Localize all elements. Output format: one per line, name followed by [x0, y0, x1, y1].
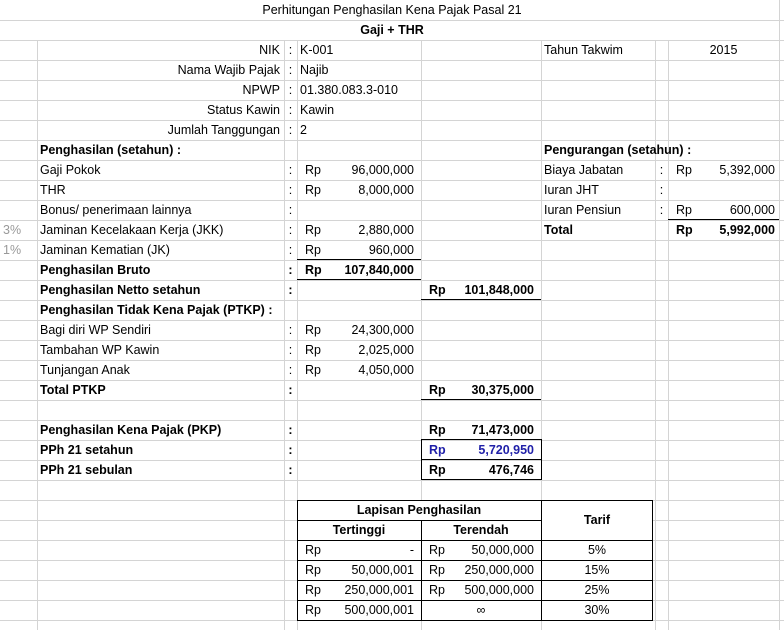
biaya-jabatan-label: Biaya Jabatan — [544, 163, 624, 177]
iuran-jht-label: Iuran JHT — [544, 183, 599, 197]
bracket-tarif: 15% — [584, 563, 610, 577]
bracket-terendah: 50,000,000 — [471, 543, 534, 557]
bracket-border — [297, 620, 653, 621]
currency: Rp — [429, 563, 445, 577]
deductions-total-label: Total — [544, 223, 573, 237]
currency: Rp — [305, 543, 321, 557]
tanggungan-value: 2 — [300, 123, 307, 137]
pkp-label: Penghasilan Kena Pajak (PKP) — [40, 423, 222, 437]
colon: : — [288, 43, 293, 57]
npwp-label: NPWP — [242, 83, 280, 97]
sheet-title: Perhitungan Penghasilan Kena Pajak Pasal 21 — [262, 3, 522, 17]
colon: : — [288, 163, 293, 177]
deductions-total-value: 5,992,000 — [719, 223, 775, 237]
iuran-pensiun-label: Iuran Pensiun — [544, 203, 622, 217]
currency: Rp — [676, 163, 692, 177]
bracket-header-tertinggi: Tertinggi — [332, 523, 386, 537]
colon: : — [288, 183, 293, 197]
pph-box-border — [421, 479, 541, 480]
colon: : — [288, 243, 293, 257]
currency: Rp — [305, 603, 321, 617]
currency: Rp — [305, 323, 321, 337]
bracket-border — [421, 520, 422, 621]
gridline — [0, 480, 784, 481]
colon: : — [288, 63, 293, 77]
bracket-border — [297, 500, 653, 501]
sum-underline — [668, 219, 779, 220]
tanggungan-label: Jumlah Tanggungan — [167, 123, 280, 137]
currency: Rp — [676, 203, 692, 217]
bracket-border — [652, 500, 653, 621]
currency: Rp — [429, 383, 446, 397]
gridline — [668, 40, 669, 630]
gridline — [779, 0, 780, 630]
ptkp-diri-value: 24,300,000 — [351, 323, 414, 337]
netto-value: 101,848,000 — [464, 283, 534, 297]
bonus-label: Bonus/ penerimaan lainnya — [40, 203, 192, 217]
biaya-jabatan-value: 5,392,000 — [719, 163, 775, 177]
sum-underline — [297, 279, 421, 280]
thr-label: THR — [40, 183, 66, 197]
nik-value: K-001 — [300, 43, 334, 57]
ptkp-anak-label: Tunjangan Anak — [40, 363, 130, 377]
colon: : — [288, 83, 293, 97]
jk-rate: 1% — [3, 243, 22, 257]
thr-value: 8,000,000 — [358, 183, 414, 197]
currency: Rp — [305, 583, 321, 597]
pkp-value: 71,473,000 — [471, 423, 534, 437]
currency: Rp — [305, 183, 321, 197]
colon: : — [288, 443, 293, 457]
bracket-header-lapisan: Lapisan Penghasilan — [356, 503, 482, 517]
ptkp-total-label: Total PTKP — [40, 383, 106, 397]
bracket-header-terendah: Terendah — [453, 523, 509, 537]
pph-sebulan-value: 476,746 — [488, 463, 534, 477]
income-heading: Penghasilan (setahun) : — [40, 143, 181, 157]
currency: Rp — [305, 343, 321, 357]
currency: Rp — [676, 223, 693, 237]
currency: Rp — [305, 263, 322, 277]
ptkp-heading: Penghasilan Tidak Kena Pajak (PTKP) : — [40, 303, 273, 317]
currency: Rp — [305, 163, 321, 177]
colon: : — [659, 163, 664, 177]
colon: : — [659, 183, 664, 197]
currency: Rp — [429, 463, 446, 477]
colon: : — [288, 263, 293, 277]
colon: : — [288, 103, 293, 117]
pph-sebulan-label: PPh 21 sebulan — [40, 463, 133, 477]
pph-setahun-value: 5,720,950 — [478, 443, 534, 457]
ptkp-diri-label: Bagi diri WP Sendiri — [40, 323, 151, 337]
npwp-value: 01.380.083.3-010 — [300, 83, 399, 97]
bracket-border — [297, 560, 653, 561]
currency: Rp — [429, 443, 446, 457]
colon: : — [288, 463, 293, 477]
colon: : — [288, 383, 293, 397]
jkk-value: 2,880,000 — [358, 223, 414, 237]
pph-box-border — [541, 439, 542, 480]
currency: Rp — [305, 563, 321, 577]
bracket-tarif: 30% — [584, 603, 610, 617]
bracket-border — [297, 520, 541, 521]
bracket-border — [297, 540, 653, 541]
bracket-terendah: 500,000,000 — [464, 583, 534, 597]
bracket-tarif: 5% — [587, 543, 607, 557]
bracket-border — [297, 500, 298, 621]
sum-underline — [297, 259, 421, 260]
ptkp-total-value: 30,375,000 — [471, 383, 534, 397]
status-kawin-value: Kawin — [300, 103, 335, 117]
bracket-tertinggi: 50,000,001 — [351, 563, 414, 577]
ptkp-kawin-value: 2,025,000 — [358, 343, 414, 357]
bracket-terendah: ∞ — [476, 603, 486, 617]
jkk-rate: 3% — [3, 223, 22, 237]
status-kawin-label: Status Kawin — [207, 103, 280, 117]
tahun-takwim-value: 2015 — [709, 43, 738, 57]
iuran-pensiun-value: 600,000 — [729, 203, 775, 217]
pph-box-border — [421, 459, 541, 460]
bracket-terendah: 250,000,000 — [464, 563, 534, 577]
bracket-tertinggi: 250,000,001 — [344, 583, 414, 597]
colon: : — [288, 203, 293, 217]
bracket-tertinggi: 500,000,001 — [344, 603, 414, 617]
jk-label: Jaminan Kematian (JK) — [40, 243, 170, 257]
currency: Rp — [305, 223, 321, 237]
colon: : — [288, 223, 293, 237]
gaji-pokok-label: Gaji Pokok — [40, 163, 101, 177]
ptkp-kawin-label: Tambahan WP Kawin — [40, 343, 160, 357]
bruto-value: 107,840,000 — [344, 263, 414, 277]
bruto-label: Penghasilan Bruto — [40, 263, 151, 277]
bracket-border — [541, 500, 542, 621]
sum-underline — [421, 299, 541, 300]
jkk-label: Jaminan Kecelakaan Kerja (JKK) — [40, 223, 224, 237]
colon: : — [288, 343, 293, 357]
netto-label: Penghasilan Netto setahun — [40, 283, 201, 297]
currency: Rp — [305, 363, 321, 377]
currency: Rp — [305, 243, 321, 257]
currency: Rp — [429, 283, 446, 297]
colon: : — [288, 323, 293, 337]
currency: Rp — [429, 543, 445, 557]
sheet-subtitle: Gaji + THR — [360, 23, 424, 37]
colon: : — [288, 123, 293, 137]
deductions-heading: Pengurangan (setahun) : — [544, 143, 692, 157]
nama-value: Najib — [300, 63, 329, 77]
pph-box-border — [421, 439, 541, 440]
ptkp-anak-value: 4,050,000 — [358, 363, 414, 377]
bracket-tarif: 25% — [584, 583, 610, 597]
nik-label: NIK — [259, 43, 280, 57]
jk-value: 960,000 — [368, 243, 414, 257]
bracket-tertinggi: - — [409, 543, 414, 557]
colon: : — [288, 283, 293, 297]
bracket-header-tarif: Tarif — [583, 513, 611, 527]
gridline — [655, 40, 656, 630]
nama-label: Nama Wajib Pajak — [177, 63, 280, 77]
currency: Rp — [429, 423, 446, 437]
tahun-takwim-label: Tahun Takwim — [544, 43, 623, 57]
colon: : — [288, 363, 293, 377]
pph-box-border — [421, 439, 422, 480]
gridline — [0, 400, 784, 401]
currency: Rp — [429, 583, 445, 597]
colon: : — [659, 203, 664, 217]
colon: : — [288, 423, 293, 437]
sum-underline — [421, 399, 541, 400]
gridline — [37, 40, 38, 630]
gaji-pokok-value: 96,000,000 — [351, 163, 414, 177]
pph-setahun-label: PPh 21 setahun — [40, 443, 134, 457]
bracket-border — [297, 580, 653, 581]
bracket-border — [297, 600, 653, 601]
